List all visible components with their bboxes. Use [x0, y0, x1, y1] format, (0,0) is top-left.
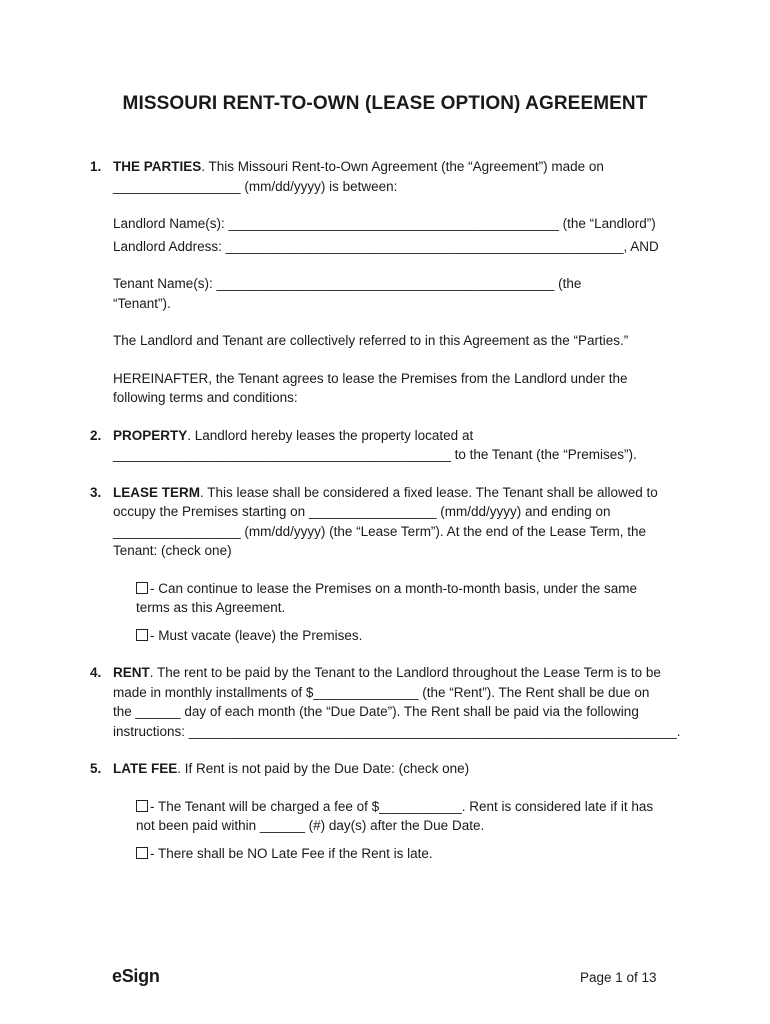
- section-parties: [90, 157, 690, 408]
- section-heading: LEASE TERM: [113, 484, 201, 500]
- document-body: [90, 157, 690, 863]
- rent-amount-field[interactable]: made in monthly installments of $______________ (the “Rent”). The Rent shall be due on: [113, 684, 650, 700]
- section-line: Tenant: (check one): [113, 543, 232, 558]
- checkbox[interactable]: [136, 800, 148, 812]
- page-number: Page 1 of 13: [580, 970, 657, 985]
- section-number: 4.: [90, 665, 102, 680]
- section-text: . If Rent is not paid by the Due Date: (check one): [177, 761, 470, 776]
- option-line: [136, 844, 690, 864]
- section-line: [113, 663, 690, 683]
- option-line: [136, 579, 690, 599]
- section-line: [113, 483, 690, 503]
- tenant-name-field[interactable]: Tenant Name(s): _____________________________________________ (the: [113, 276, 582, 291]
- section-line: [113, 157, 690, 177]
- hereinafter-paragraph: following terms and conditions:: [113, 390, 298, 405]
- option-text: - There shall be NO Late Fee if the Rent is late.: [150, 845, 433, 861]
- section-property: [90, 426, 690, 465]
- payment-instructions-field[interactable]: instructions: _________________________________________________________________.: [113, 723, 681, 739]
- hereinafter-paragraph: HEREINAFTER, the Tenant agrees to lease the Premises from the Landlord under the: [113, 370, 628, 386]
- option-line: [136, 626, 690, 646]
- section-lease-term: [90, 483, 690, 646]
- section-late-fee: [90, 759, 690, 863]
- landlord-name-field[interactable]: Landlord Name(s): ____________________________________________ (the “Landlord”): [113, 216, 656, 231]
- section-number: 5.: [90, 761, 102, 776]
- option-text: - Can continue to lease the Premises on a month-to-month basis, under the same: [150, 580, 638, 596]
- landlord-address-field[interactable]: Landlord Address: _____________________________________________________, AND: [113, 238, 659, 254]
- checkbox[interactable]: [136, 847, 148, 859]
- collectively-paragraph: The Landlord and Tenant are collectively referred to in this Agreement as the “Parties.”: [113, 333, 629, 348]
- lease-end-field[interactable]: _________________ (mm/dd/yyyy) (the “Lease Term”). At the end of the Lease Term, the: [113, 523, 647, 539]
- checkbox[interactable]: [136, 582, 148, 594]
- section-text: . Landlord hereby leases the property located at: [187, 427, 474, 443]
- option-line: terms as this Agreement.: [136, 600, 286, 615]
- section-text: . This Missouri Rent-to-Own Agreement (the “Agreement”) made on: [201, 159, 604, 174]
- option-text: - The Tenant will be charged a fee of $___________. Rent is considered late if it has: [150, 798, 654, 814]
- section-heading: LATE FEE: [113, 761, 178, 776]
- option-line: not been paid within ______ (#) day(s) after the Due Date.: [136, 818, 485, 833]
- option-no-late-fee: [136, 844, 690, 864]
- property-address-field[interactable]: _____________________________________________ to the Tenant (the “Premises”).: [113, 447, 637, 462]
- section-number: 3.: [90, 484, 102, 500]
- section-number: 2.: [90, 427, 102, 443]
- section-line: [113, 426, 690, 446]
- option-line: [136, 797, 690, 817]
- section-text: . This lease shall be considered a fixed lease. The Tenant shall be allowed to: [200, 484, 658, 500]
- due-day-field[interactable]: the ______ day of each month (the “Due Date”). The Rent shall be paid via the following: [113, 704, 639, 719]
- option-vacate: [136, 626, 690, 646]
- option-late-fee: [136, 797, 690, 836]
- document-title: MISSOURI RENT-TO-OWN (LEASE OPTION) AGREEMENT: [122, 93, 648, 114]
- section-line: [113, 759, 690, 779]
- option-month-to-month: [136, 579, 690, 618]
- option-text: - Must vacate (leave) the Premises.: [150, 627, 363, 643]
- section-number: 1.: [90, 159, 102, 174]
- lease-start-field[interactable]: occupy the Premises starting on _________________ (mm/dd/yyyy) and ending on: [113, 504, 611, 519]
- esign-logo: eSign: [112, 966, 160, 986]
- section-heading: THE PARTIES: [113, 159, 202, 174]
- section-line: “Tenant”).: [113, 295, 171, 311]
- section-line: _________________ (mm/dd/yyyy) is between:: [113, 178, 398, 194]
- section-heading: RENT: [113, 665, 150, 680]
- checkbox[interactable]: [136, 629, 148, 641]
- section-heading: PROPERTY: [113, 427, 188, 443]
- section-text: . The rent to be paid by the Tenant to the Landlord throughout the Lease Term is to be: [149, 665, 661, 680]
- section-rent: [90, 663, 690, 741]
